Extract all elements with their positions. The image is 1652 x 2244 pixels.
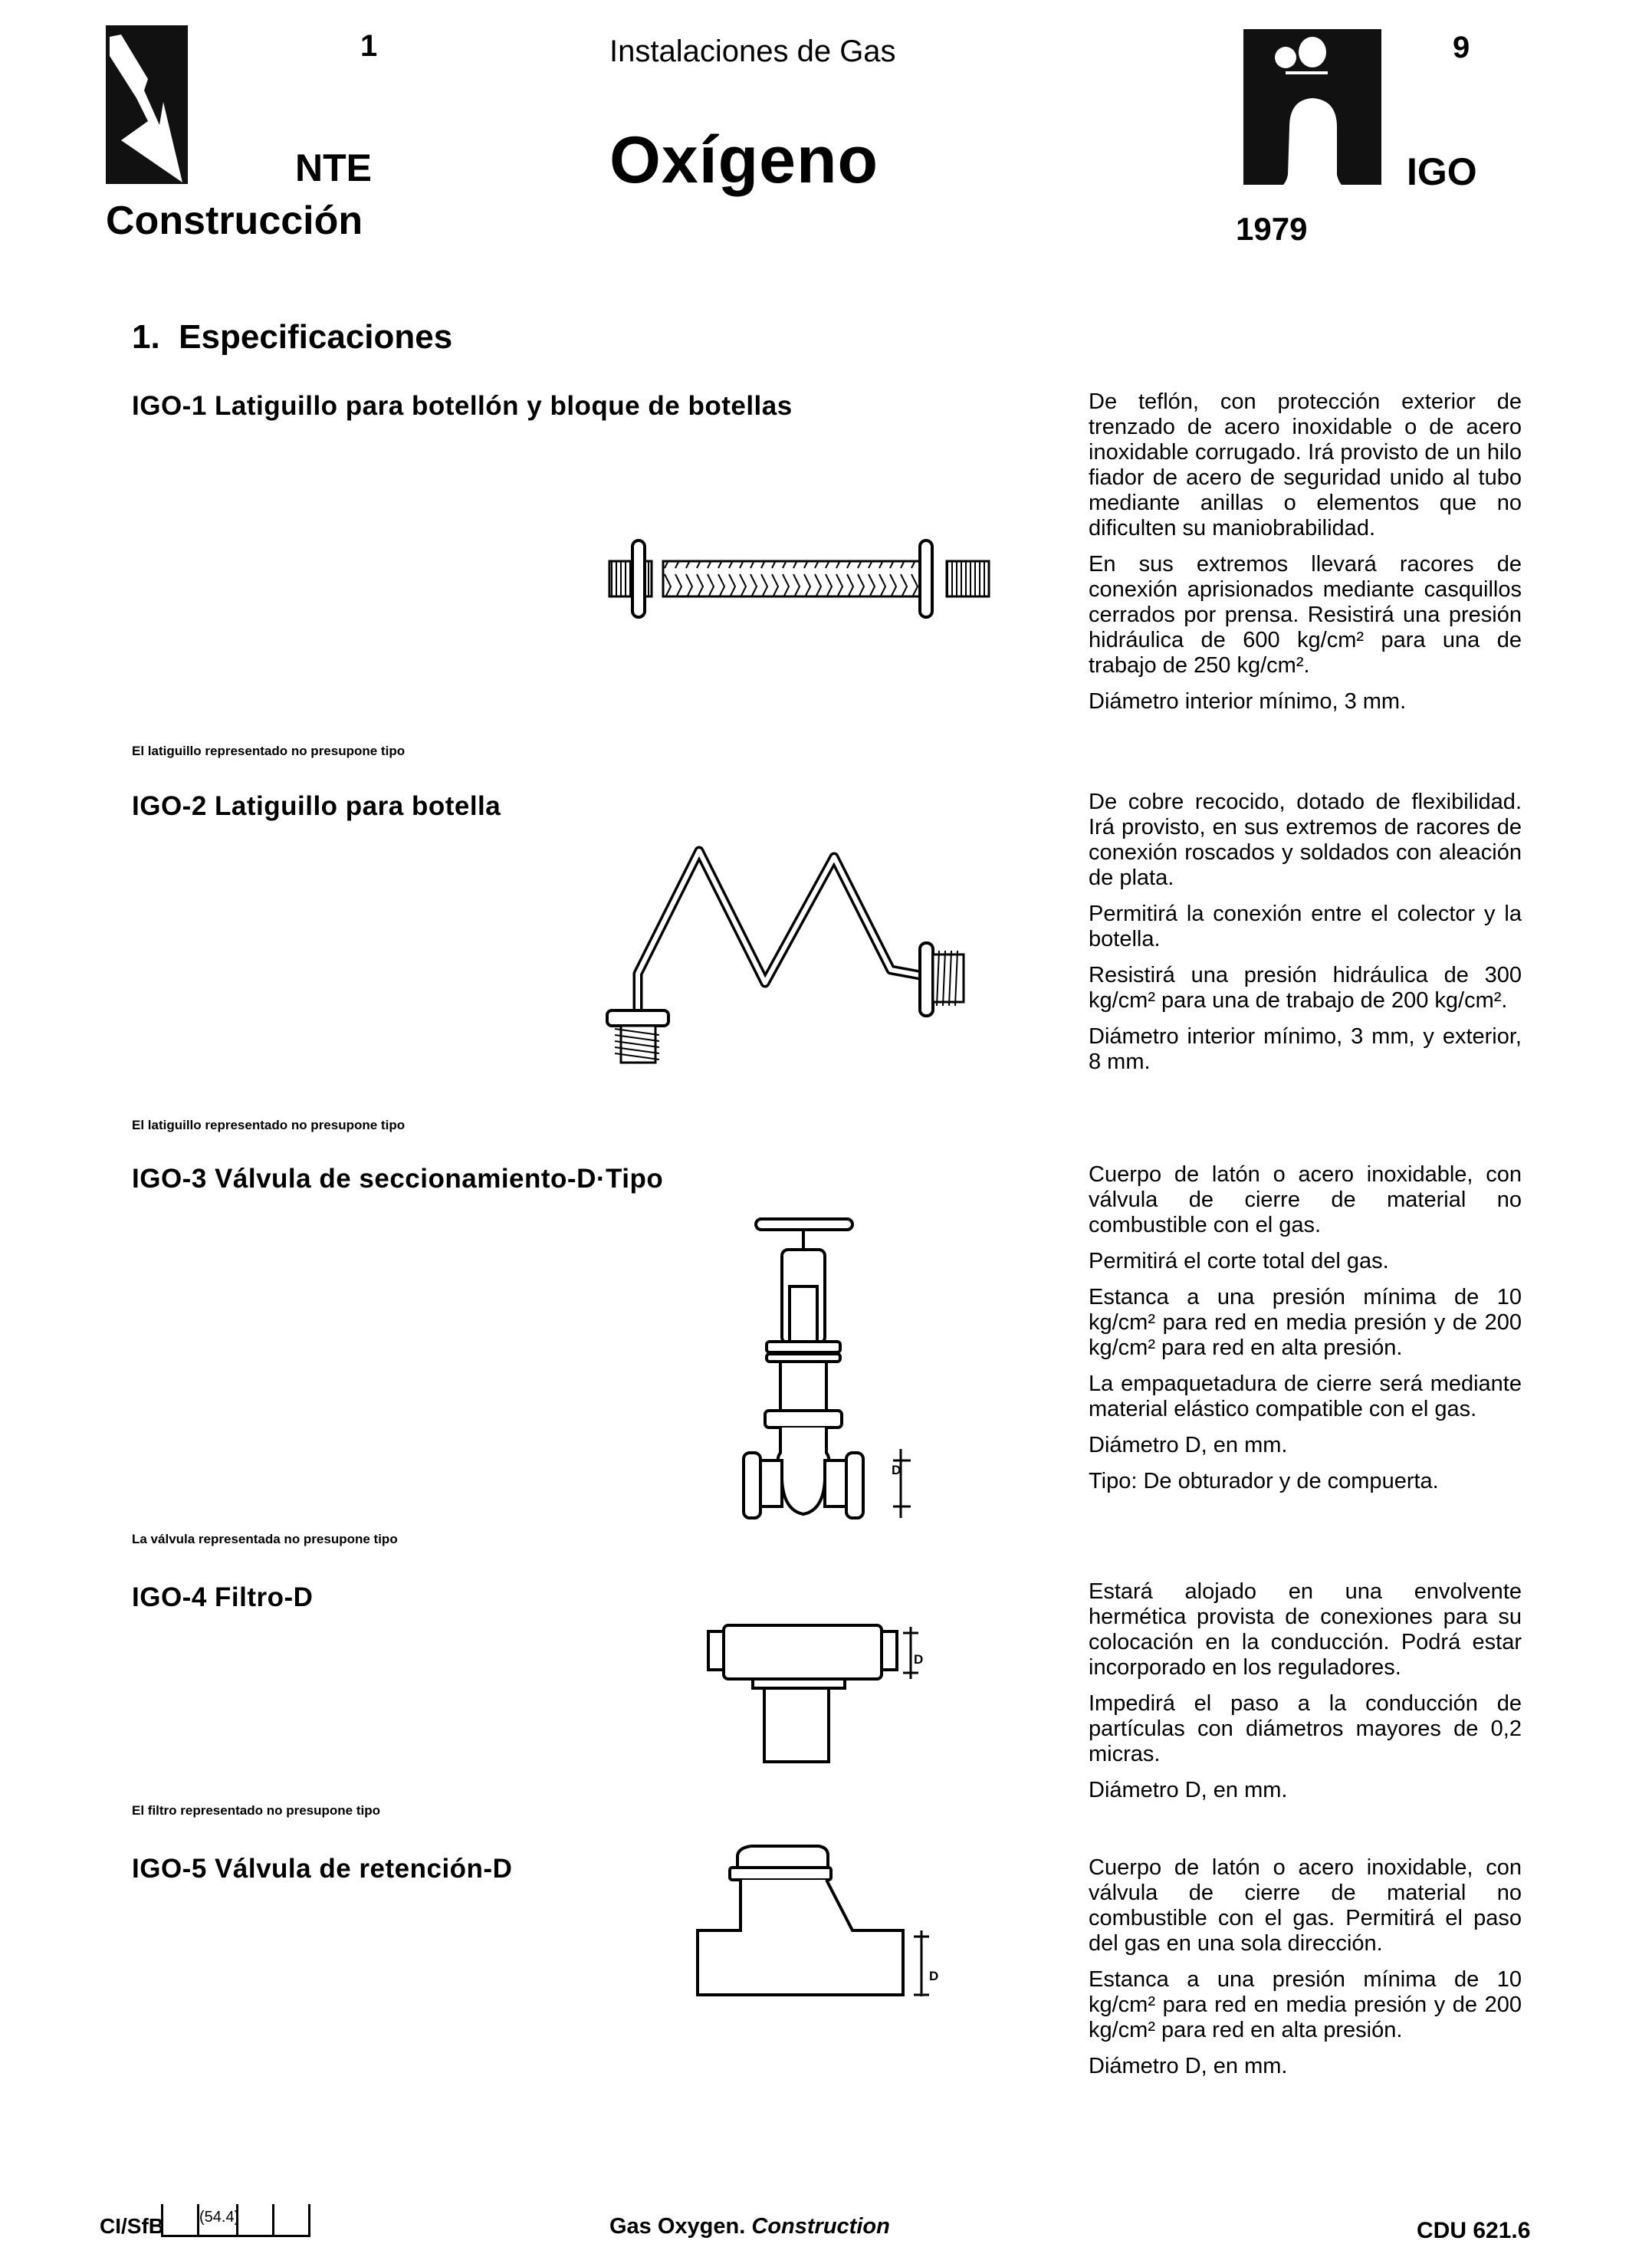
igo-page-number: 9 <box>1453 31 1470 64</box>
gate-valve-drawing <box>736 1196 951 1518</box>
description-igo-2 <box>1089 790 1522 1086</box>
nte-trowel-logo <box>106 25 188 184</box>
nte-page-number: 1 <box>360 29 378 63</box>
dimension-label-d: D <box>892 1463 902 1477</box>
paragraph: Permitirá la conexión entre el colector y la botella. <box>1089 902 1522 951</box>
paragraph: De cobre recocido, dotado de flexibilidad. Irá provisto, en sus extremos de racores de conexión roscados y soldados con aleación de plata. <box>1089 790 1522 890</box>
figure-caption-igo-4: El filtro representado no presupone tipo <box>132 1803 380 1818</box>
figure-caption-igo-1: El latiguillo representado no presupone tipo <box>132 744 406 758</box>
dimension-label-d: D <box>914 1652 924 1667</box>
classification-box <box>236 2204 272 2235</box>
paragraph: Cuerpo de latón o acero inoxidable, con válvula de cierre de material no combustible con el gas. <box>1089 1162 1522 1237</box>
paragraph: Diámetro interior mínimo, 3 mm, y exterior, 8 mm. <box>1089 1024 1522 1074</box>
classification-box <box>161 2204 197 2235</box>
paragraph: Permitirá el corte total del gas. <box>1089 1249 1389 1273</box>
description-igo-5 <box>1089 1855 1522 2090</box>
paragraph: Diámetro interior mínimo, 3 mm. <box>1089 689 1407 714</box>
item-title-igo-5: IGO-5 Válvula de retención-D <box>132 1854 513 1884</box>
dimension-label-d: D <box>929 1969 939 1983</box>
classification-box <box>272 2204 310 2235</box>
igo-code-label: IGO <box>1407 150 1477 193</box>
paragraph: Diámetro D, en mm. <box>1089 2054 1288 2078</box>
english-title: Gas Oxygen. Construction <box>609 2214 890 2239</box>
description-igo-1 <box>1089 389 1522 725</box>
paragraph: Estanca a una presión mínima de 10 kg/cm² para red en media presión y de 200 kg/cm² para red en alta presión. <box>1089 1285 1522 1360</box>
item-title-igo-2: IGO-2 Latiguillo para botella <box>132 791 501 821</box>
igo-cylinder-logo <box>1243 29 1381 185</box>
paragraph: Diámetro D, en mm. <box>1089 1433 1288 1457</box>
figure-caption-igo-2: El latiguillo representado no presupone tipo <box>132 1118 406 1132</box>
paragraph: Diámetro D, en mm. <box>1089 1778 1288 1802</box>
item-title-igo-3: IGO-3 Válvula de seccionamiento-D·Tipo <box>132 1164 664 1194</box>
paragraph: Cuerpo de latón o acero inoxidable, con válvula de cierre de material no combustible con el gas. Permitirá el paso del gas en una sola dirección. <box>1089 1855 1522 1956</box>
item-title-igo-1: IGO-1 Latiguillo para botellón y bloque de botellas <box>132 391 793 421</box>
paragraph: Estará alojado en una envolvente hermética provista de conexiones para su colocación en la conducción. Podrá estar incorporado en los reguladores. <box>1089 1579 1522 1680</box>
gas-cylinder-icon <box>1243 29 1381 185</box>
paragraph: La empaquetadura de cierre será mediante material elástico compatible con el gas. <box>1089 1372 1522 1421</box>
trowel-icon <box>106 25 188 184</box>
paragraph: En sus extremos llevará racores de conexión aprisionados mediante casquillos cerrados por prensa. Resistirá una presión hidráulica de 600 kg/cm² para una de trabajo de 250 kg/cm². <box>1089 552 1522 678</box>
paragraph: Tipo: De obturador y de compuerta. <box>1089 1469 1439 1493</box>
construccion-label: Construcción <box>106 199 363 243</box>
copper-coil-hose-drawing <box>583 797 1058 1089</box>
section-title: Especificaciones <box>179 318 453 356</box>
year-label: 1979 <box>1236 211 1308 247</box>
page-title: Oxígeno <box>609 123 879 197</box>
section-heading <box>132 318 452 356</box>
section-number: 1. <box>132 318 160 356</box>
check-valve-drawing <box>690 1817 951 2016</box>
item-title-igo-4: IGO-4 Filtro-D <box>132 1582 314 1612</box>
paragraph: Estanca a una presión mínima de 10 kg/cm² para red en media presión y de 200 kg/cm² para red en alta presión. <box>1089 1967 1522 2042</box>
nte-series-label: NTE <box>295 146 372 189</box>
category-label: Instalaciones de Gas <box>609 34 896 68</box>
filter-drawing <box>705 1602 951 1771</box>
paragraph: Impedirá el paso a la conducción de partículas con diámetros mayores de 0,2 micras. <box>1089 1691 1522 1766</box>
figure-caption-igo-3: La válvula representada no presupone tipo <box>132 1532 398 1546</box>
description-igo-3 <box>1089 1162 1522 1505</box>
braided-hose-drawing <box>609 540 1069 625</box>
classification-boxes <box>161 2204 310 2237</box>
description-igo-4 <box>1089 1579 1522 1814</box>
classification-label: CI/SfB <box>100 2214 164 2238</box>
cdu-code: CDU 621.6 <box>1417 2218 1531 2243</box>
paragraph: Resistirá una presión hidráulica de 300 kg/cm² para una de trabajo de 200 kg/cm². <box>1089 963 1522 1013</box>
paragraph: De teflón, con protección exterior de trenzado de acero inoxidable o de acero inoxidable corrugado. Irá provisto de un hilo fiador de acero de seguridad unido al tubo mediante anillas o elementos que no dificulten su maniobrabilidad. <box>1089 389 1522 540</box>
classification-box: (54.4) <box>197 2204 236 2235</box>
